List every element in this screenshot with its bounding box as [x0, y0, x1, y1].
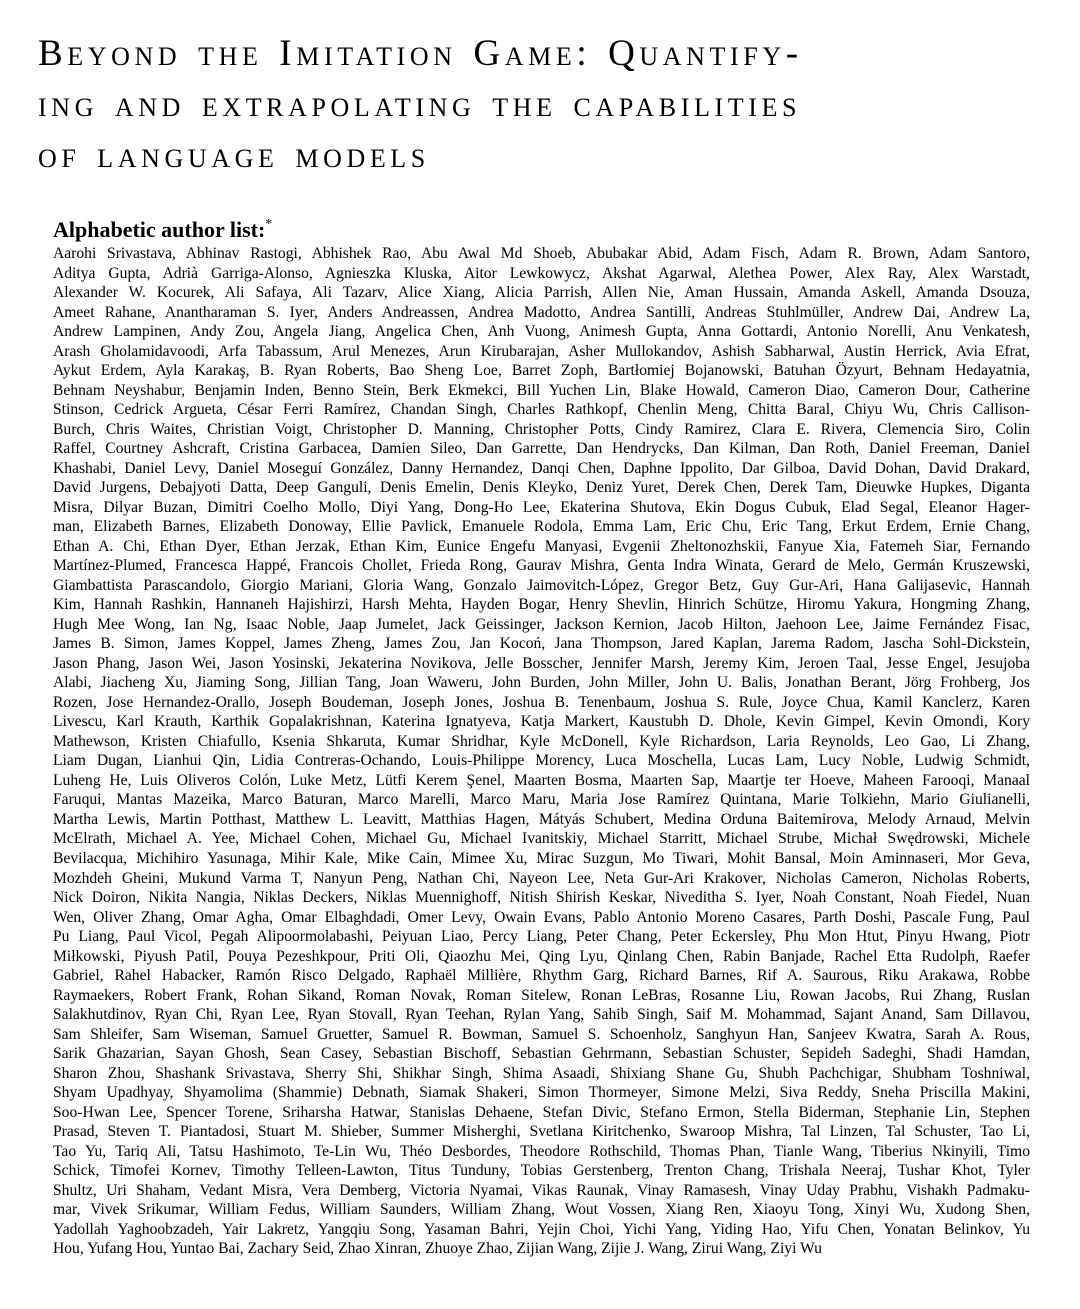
author-list-line: Shultz, Uri Shaham, Vedant Misra, Vera Demberg, Victoria Nyamai, Vikas Raunak, Vinay Ramasesh, Vinay Uday Prabhu, Vishakh Padmaku-	[53, 1181, 1030, 1199]
author-list-line: Shyam Upadhyay, Shyamolima (Shammie) Debnath, Siamak Shakeri, Simon Thormeyer, Simone Melzi, Siva Reddy, Sneha Priscilla Makini,	[53, 1084, 1030, 1102]
author-list-line: Livescu, Karl Krauth, Karthik Gopalakrishnan, Katerina Ignatyeva, Katja Markert, Kaustubh D. Dhole, Kevin Gimpel, Kevin Omondi, Kory	[53, 713, 1030, 731]
author-list-line: Salakhutdinov, Ryan Chi, Ryan Lee, Ryan Stovall, Ryan Teehan, Rylan Yang, Sahib Singh, Saif M. Mohammad, Sajant Anand, Sam Dillavou,	[53, 1006, 1030, 1024]
author-list-line: Hou, Yufang Hou, Yuntao Bai, Zachary Seid, Zhao Xinran, Zhuoye Zhao, Zijian Wang, Zijie J. Wang, Zirui Wang, Ziyi Wu	[53, 1240, 822, 1258]
author-list-line: Faruqui, Mantas Mazeika, Marco Baturan, Marco Marelli, Marco Maru, Maria Jose Ramírez Quintana, Marie Tolkiehn, Mario Giulianelli,	[53, 791, 1030, 809]
title-line: ing and extrapolating the capabilities	[38, 84, 802, 125]
author-list-line: Raymaekers, Robert Frank, Rohan Sikand, Roman Novak, Roman Sitelew, Ronan LeBras, Rosanne Liu, Rowan Jacobs, Rui Zhang, Ruslan	[53, 986, 1030, 1004]
author-list-line: Kim, Hannah Rashkin, Hannaneh Hajishirzi, Harsh Mehta, Hayden Bogar, Henry Shevlin, Hinrich Schütze, Hiromu Yakura, Hongming Zhang,	[53, 596, 1030, 614]
author-list-line: Schick, Timofei Kornev, Timothy Telleen-Lawton, Titus Tunduny, Tobias Gerstenberg, Trenton Chang, Trishala Neeraj, Tushar Khot, Tyler	[53, 1162, 1030, 1180]
author-list-line: Alabi, Jiacheng Xu, Jiaming Song, Jillian Tang, Joan Waweru, John Burden, John Miller, John U. Balis, Jonathan Berant, Jörg Frohberg, Jos	[53, 674, 1030, 692]
author-list-line: Stinson, Cedrick Argueta, César Ferri Ramírez, Chandan Singh, Charles Rathkopf, Chenlin Meng, Chitta Baral, Chiyu Wu, Chris Callison-	[53, 401, 1030, 419]
title-line: of language models	[38, 135, 430, 176]
author-list-line: Raffel, Courtney Ashcraft, Cristina Garbacea, Damien Sileo, Dan Garrette, Dan Hendrycks, Dan Kilman, Dan Roth, Daniel Freeman, Daniel	[53, 440, 1030, 458]
author-list-line: Bevilacqua, Michihiro Yasunaga, Mihir Kale, Mike Cain, Mimee Xu, Mirac Suzgun, Mo Tiwari, Mohit Bansal, Moin Aminnaseri, Mor Geva,	[53, 849, 1030, 867]
author-list-section	[53, 215, 1030, 1259]
author-list-line: Wen, Oliver Zhang, Omar Agha, Omar Elbaghdadi, Omer Levy, Owain Evans, Pablo Antonio Moreno Casares, Parth Doshi, Pascale Fung, Paul	[53, 908, 1030, 926]
author-list-line: Prasad, Steven T. Piantadosi, Stuart M. Shieber, Summer Misherghi, Svetlana Kiritchenko, Swaroop Mishra, Tal Linzen, Tal Schuster, Tao Li,	[53, 1123, 1030, 1141]
author-list-line: Gabriel, Rahel Habacker, Ramón Risco Delgado, Raphaël Millière, Rhythm Garg, Richard Barnes, Rif A. Saurous, Riku Arakawa, Robbe	[53, 967, 1030, 985]
author-list-line: Luheng He, Luis Oliveros Colón, Luke Metz, Lütfi Kerem Şenel, Maarten Bosma, Maarten Sap, Maartje ter Hoeve, Maheen Farooqi, Manaal	[53, 771, 1030, 789]
author-list-line: Tao Yu, Tariq Ali, Tatsu Hashimoto, Te-Lin Wu, Théo Desbordes, Theodore Rothschild, Thomas Phan, Tianle Wang, Tiberius Nkinyili, Timo	[53, 1142, 1030, 1160]
author-list-line: Khashabi, Daniel Levy, Daniel Moseguí González, Danny Hernandez, Danqi Chen, Daphne Ippolito, Dar Gilboa, David Dohan, David Drakard,	[53, 459, 1030, 477]
author-list-line: Hugh Mee Wong, Ian Ng, Isaac Noble, Jaap Jumelet, Jack Geissinger, Jackson Kernion, Jacob Hilton, Jaehoon Lee, Jaime Fernández Fisac,	[53, 615, 1030, 633]
author-list-line: Alexander W. Kocurek, Ali Safaya, Ali Tazarv, Alice Xiang, Alicia Parrish, Allen Nie, Aman Hussain, Amanda Askell, Amanda Dsouza,	[53, 284, 1030, 302]
author-list-line: Aykut Erdem, Ayla Karakaş, B. Ryan Roberts, Bao Sheng Loe, Barret Zoph, Bartłomiej Bojanowski, Batuhan Özyurt, Behnam Hedayatnia,	[53, 362, 1030, 380]
author-list-line: Jason Phang, Jason Wei, Jason Yosinski, Jekaterina Novikova, Jelle Bosscher, Jennifer Marsh, Jeremy Kim, Jeroen Taal, Jesse Engel, Jesujoba	[53, 654, 1030, 672]
author-list-line: Sam Shleifer, Sam Wiseman, Samuel Gruetter, Samuel R. Bowman, Samuel S. Schoenholz, Sanghyun Han, Sanjeev Kwatra, Sarah A. Rous,	[53, 1025, 1030, 1043]
author-list-heading-text: Alphabetic author list:	[53, 217, 266, 242]
author-list-line: Martha Lewis, Martin Potthast, Matthew L. Leavitt, Matthias Hagen, Mátyás Schubert, Medina Orduna Baitemirova, Melody Arnaud, Melvin	[53, 810, 1030, 828]
author-list-line: Sharon Zhou, Shashank Srivastava, Sherry Shi, Shikhar Singh, Shima Asaadi, Shixiang Shane Gu, Shubh Pachchigar, Shubham Toshniwal,	[53, 1064, 1030, 1082]
author-list-body	[53, 244, 1030, 1259]
paper-title	[38, 28, 1048, 181]
author-list-line: Giambattista Parascandolo, Giorgio Mariani, Gloria Wang, Gonzalo Jaimovitch-López, Gregor Betz, Guy Gur-Ari, Hana Galijasevic, Hannah	[53, 576, 1030, 594]
author-list-line: Mozhdeh Gheini, Mukund Varma T, Nanyun Peng, Nathan Chi, Nayeon Lee, Neta Gur-Ari Krakover, Nicholas Cameron, Nicholas Roberts,	[53, 869, 1030, 887]
footnote-marker[interactable]: *	[265, 217, 273, 232]
author-list-line: Pu Liang, Paul Vicol, Pegah Alipoormolabashi, Peiyuan Liao, Percy Liang, Peter Chang, Peter Eckersley, Phu Mon Htut, Pinyu Hwang, Piotr	[53, 928, 1030, 946]
author-list-line: Ethan A. Chi, Ethan Dyer, Ethan Jerzak, Ethan Kim, Eunice Engefu Manyasi, Evgenii Zheltonozhskii, Fanyue Xia, Fatemeh Siar, Fernando	[53, 537, 1030, 555]
author-list-line: Sarik Ghazarian, Sayan Ghosh, Sean Casey, Sebastian Bischoff, Sebastian Gehrmann, Sebastian Schuster, Sepideh Sadeghi, Shadi Hamdan,	[53, 1045, 1030, 1063]
author-list-line: Ameet Rahane, Anantharaman S. Iyer, Anders Andreassen, Andrea Madotto, Andrea Santilli, Andreas Stuhlmüller, Andrew Dai, Andrew La,	[53, 303, 1030, 321]
author-list-line: Soo-Hwan Lee, Spencer Torene, Sriharsha Hatwar, Stanislas Dehaene, Stefan Divic, Stefano Ermon, Stella Biderman, Stephanie Lin, Stephen	[53, 1103, 1030, 1121]
author-list-line: Burch, Chris Waites, Christian Voigt, Christopher D. Manning, Christopher Potts, Cindy Ramirez, Clara E. Rivera, Clemencia Siro, Colin	[53, 420, 1030, 438]
author-list-line: James B. Simon, James Koppel, James Zheng, James Zou, Jan Kocoń, Jana Thompson, Jared Kaplan, Jarema Radom, Jascha Sohl-Dickstein,	[53, 635, 1030, 653]
author-list-line: Liam Dugan, Lianhui Qin, Lidia Contreras-Ochando, Louis-Philippe Morency, Luca Moschella, Lucas Lam, Lucy Noble, Ludwig Schmidt,	[53, 752, 1030, 770]
author-list-line: Aditya Gupta, Adrià Garriga-Alonso, Agnieszka Kluska, Aitor Lewkowycz, Akshat Agarwal, Alethea Power, Alex Ray, Alex Warstadt,	[53, 264, 1030, 282]
author-list-line: Yadollah Yaghoobzadeh, Yair Lakretz, Yangqiu Song, Yasaman Bahri, Yejin Choi, Yichi Yang, Yiding Hao, Yifu Chen, Yonatan Belinkov, Yu	[53, 1220, 1030, 1238]
author-list-line: Miłkowski, Piyush Patil, Pouya Pezeshkpour, Priti Oli, Qiaozhu Mei, Qing Lyu, Qinlang Chen, Rabin Banjade, Rachel Etta Rudolph, Raefer	[53, 947, 1030, 965]
author-list-line: man, Elizabeth Barnes, Elizabeth Donoway, Ellie Pavlick, Emanuele Rodola, Emma Lam, Eric Chu, Eric Tang, Erkut Erdem, Ernie Chang,	[53, 518, 1030, 536]
title-line: Beyond the Imitation Game: Quantify-	[38, 33, 803, 74]
author-list-line: Aarohi Srivastava, Abhinav Rastogi, Abhishek Rao, Abu Awal Md Shoeb, Abubakar Abid, Adam Fisch, Adam R. Brown, Adam Santoro,	[53, 245, 1030, 262]
author-list-line: Behnam Neyshabur, Benjamin Inden, Benno Stein, Berk Ekmekci, Bill Yuchen Lin, Blake Howald, Cameron Diao, Cameron Dour, Catherine	[53, 381, 1030, 399]
author-list-line: Martínez-Plumed, Francesca Happé, Francois Chollet, Frieda Rong, Gaurav Mishra, Genta Indra Winata, Gerard de Melo, Germán Kruszewski,	[53, 557, 1030, 575]
author-list-line: McElrath, Michael A. Yee, Michael Cohen, Michael Gu, Michael Ivanitskiy, Michael Starritt, Michael Strube, Michał Swędrowski, Michele	[53, 830, 1030, 848]
author-list-line: Arash Gholamidavoodi, Arfa Tabassum, Arul Menezes, Arun Kirubarajan, Asher Mullokandov, Ashish Sabharwal, Austin Herrick, Avia Efrat,	[53, 342, 1030, 360]
author-list-line: David Jurgens, Debajyoti Datta, Deep Ganguli, Denis Emelin, Denis Kleyko, Deniz Yuret, Derek Chen, Derek Tam, Dieuwke Hupkes, Diganta	[53, 479, 1030, 497]
author-list-line: Andrew Lampinen, Andy Zou, Angela Jiang, Angelica Chen, Anh Vuong, Animesh Gupta, Anna Gottardi, Antonio Norelli, Anu Venkatesh,	[53, 323, 1030, 341]
author-list-line: Mathewson, Kristen Chiafullo, Ksenia Shkaruta, Kumar Shridhar, Kyle McDonell, Kyle Richardson, Laria Reynolds, Leo Gao, Li Zhang,	[53, 732, 1030, 750]
author-list-heading	[53, 215, 1030, 245]
author-list-line: mar, Vivek Srikumar, William Fedus, William Saunders, William Zhang, Wout Vossen, Xiang Ren, Xiaoyu Tong, Xinyi Wu, Xudong Shen,	[53, 1201, 1030, 1219]
author-list-line: Rozen, Jose Hernandez-Orallo, Joseph Boudeman, Joseph Jones, Joshua B. Tenenbaum, Joshua S. Rule, Joyce Chua, Kamil Kanclerz, Karen	[53, 693, 1030, 711]
author-list-line: Misra, Dilyar Buzan, Dimitri Coelho Mollo, Diyi Yang, Dong-Ho Lee, Ekaterina Shutova, Ekin Dogus Cubuk, Elad Segal, Eleanor Hager-	[53, 498, 1030, 516]
author-list-line: Nick Doiron, Nikita Nangia, Niklas Deckers, Niklas Muennighoff, Nitish Shirish Keskar, Niveditha S. Iyer, Noah Constant, Noah Fiedel, Nuan	[53, 889, 1030, 907]
